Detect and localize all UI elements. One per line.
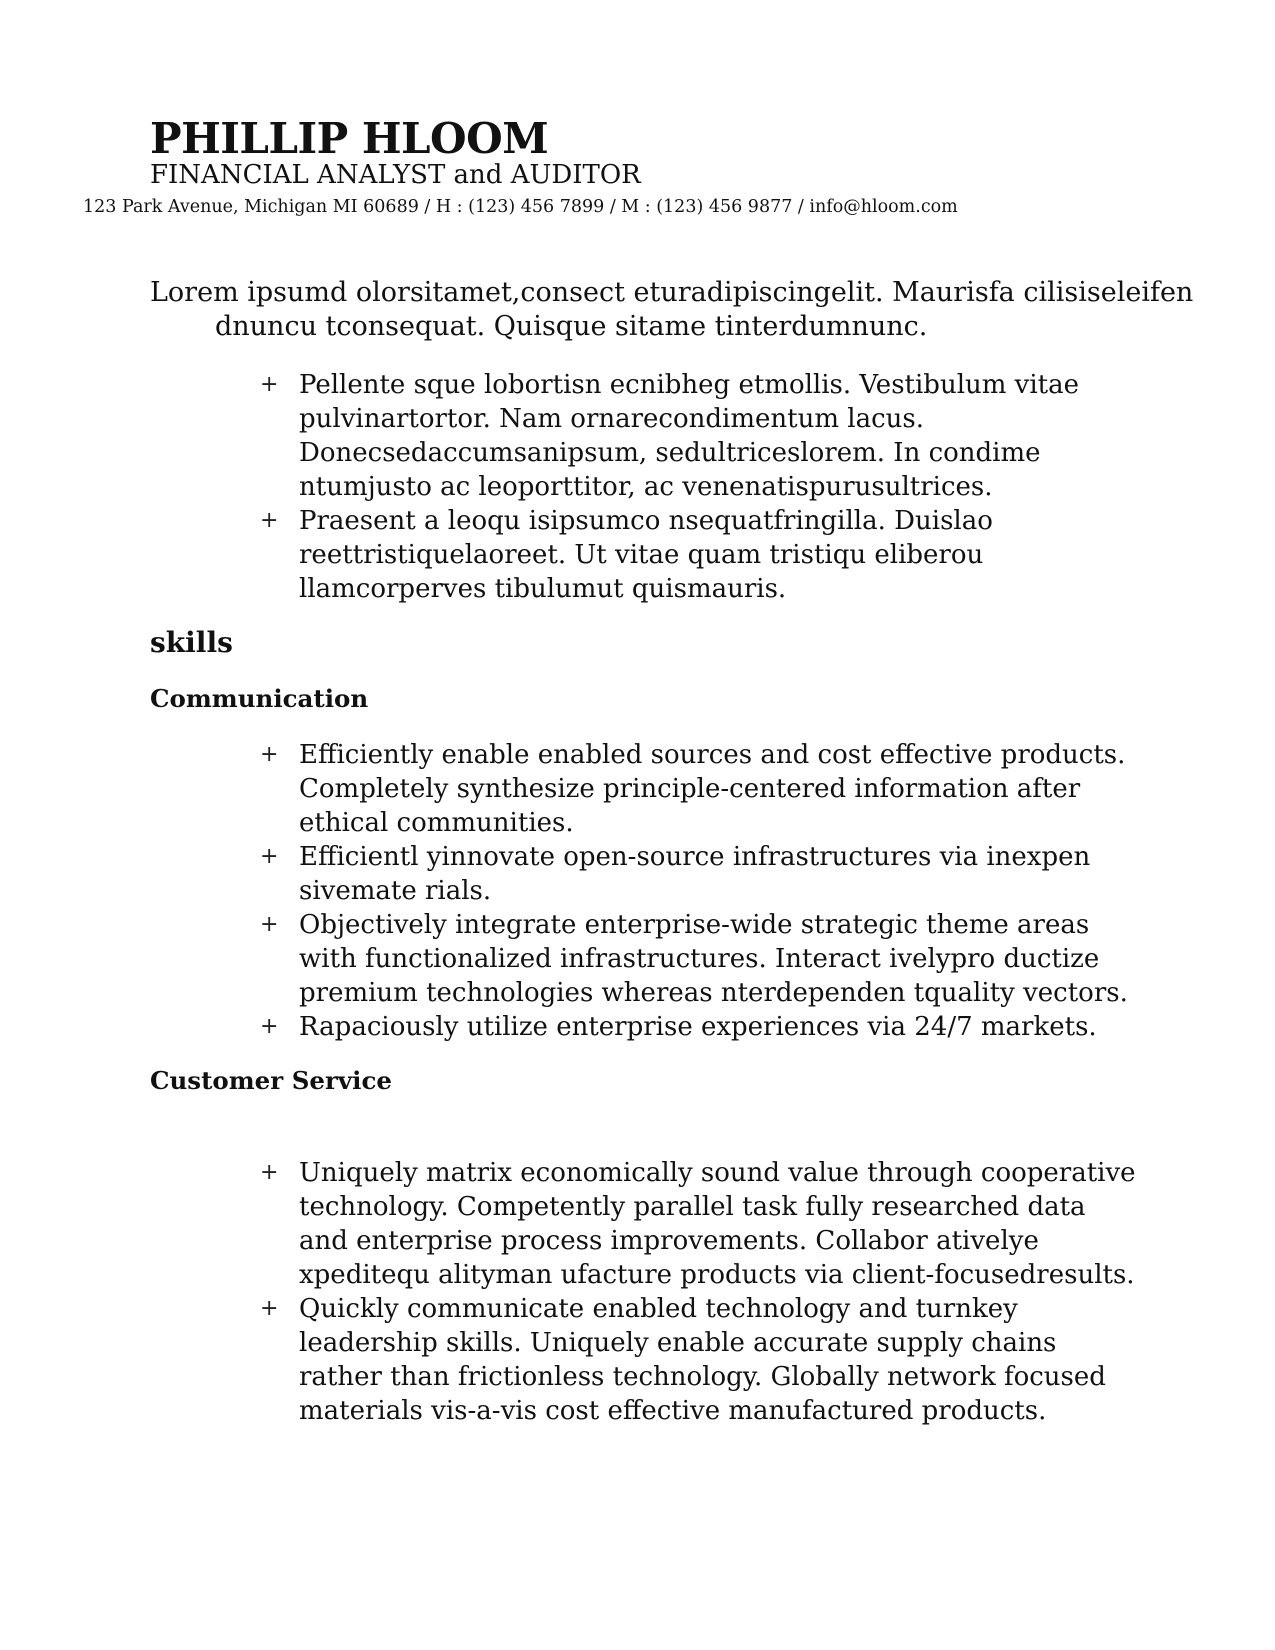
plus-bullet-icon: + — [260, 912, 279, 937]
contact-line: 123 Park Avenue, Michigan MI 60689 / H : (123) 456 7899 / M : (123) 456 9877 / info@hloom.com — [83, 197, 958, 217]
bullet-text: Quickly communicate enabled technology and turnkey leadership skills. Uniquely enable accurate supply chains rather than frictionless technology. Globally network focused materials vis-a-vis cost effective manufactured products. — [299, 1294, 1106, 1426]
list-item — [260, 1292, 1140, 1428]
plus-bullet-icon: + — [260, 1014, 279, 1039]
plus-bullet-icon: + — [260, 844, 279, 869]
list-item — [260, 840, 1140, 908]
plus-bullet-icon: + — [260, 742, 279, 767]
customer-service-heading: Customer Service — [150, 1066, 392, 1095]
list-item — [260, 1010, 1140, 1044]
candidate-title: FINANCIAL ANALYST and AUDITOR — [150, 160, 641, 190]
communication-heading: Communication — [150, 684, 369, 713]
plus-bullet-icon: + — [260, 508, 279, 533]
bullet-text: Praesent a leoqu isipsumco nsequatfringilla. Duislao reettristiquelaoreet. Ut vitae quam tristiqu eliberou llamcorperves tibulumut quismauris. — [299, 506, 993, 604]
communication-bullet-list — [260, 738, 1140, 1044]
summary-paragraph: Lorem ipsumd olorsitamet,consect eturadipiscingelit. Maurisfa cilisiseleifen dnuncu tconsequat. Quisque sitame tinterdumnunc. — [150, 277, 1194, 342]
bullet-text: Objectively integrate enterprise-wide strategic theme areas with functionalized infrastructures. Interact ivelypro ductize premium technologies whereas nterdependen tquality vectors. — [299, 910, 1128, 1008]
plus-bullet-icon: + — [260, 372, 279, 397]
skills-section-heading: skills — [150, 626, 233, 659]
bullet-text: Uniquely matrix economically sound value through cooperative technology. Competently parallel task fully researched data and enterprise process improvements. Collabor ativelye xpeditequ alityman ufacture products via client-focusedresults. — [299, 1158, 1136, 1290]
list-item — [260, 1156, 1140, 1292]
list-item — [260, 738, 1140, 840]
candidate-name: PHILLIP HLOOM — [150, 114, 549, 163]
plus-bullet-icon: + — [260, 1296, 279, 1321]
bullet-text: Rapaciously utilize enterprise experiences via 24/7 markets. — [299, 1012, 1097, 1042]
bullet-text: Efficiently enable enabled sources and cost effective products. Completely synthesize principle-centered information after ethical communities. — [299, 740, 1126, 838]
bullet-text: Pellente sque lobortisn ecnibheg etmollis. Vestibulum vitae pulvinartortor. Nam ornarecondimentum lacus. Donecsedaccumsanipsum, sedultriceslorem. In condime ntumjusto ac leoporttitor, ac venenatispurusultrices. — [299, 370, 1080, 502]
list-item — [260, 504, 1140, 606]
customer-service-bullet-list — [260, 1156, 1140, 1428]
list-item — [260, 908, 1140, 1010]
list-item — [260, 368, 1140, 504]
bullet-text: Efficientl yinnovate open-source infrastructures via inexpen sivemate rials. — [299, 842, 1091, 906]
plus-bullet-icon: + — [260, 1160, 279, 1185]
summary-bullet-list — [260, 368, 1140, 606]
